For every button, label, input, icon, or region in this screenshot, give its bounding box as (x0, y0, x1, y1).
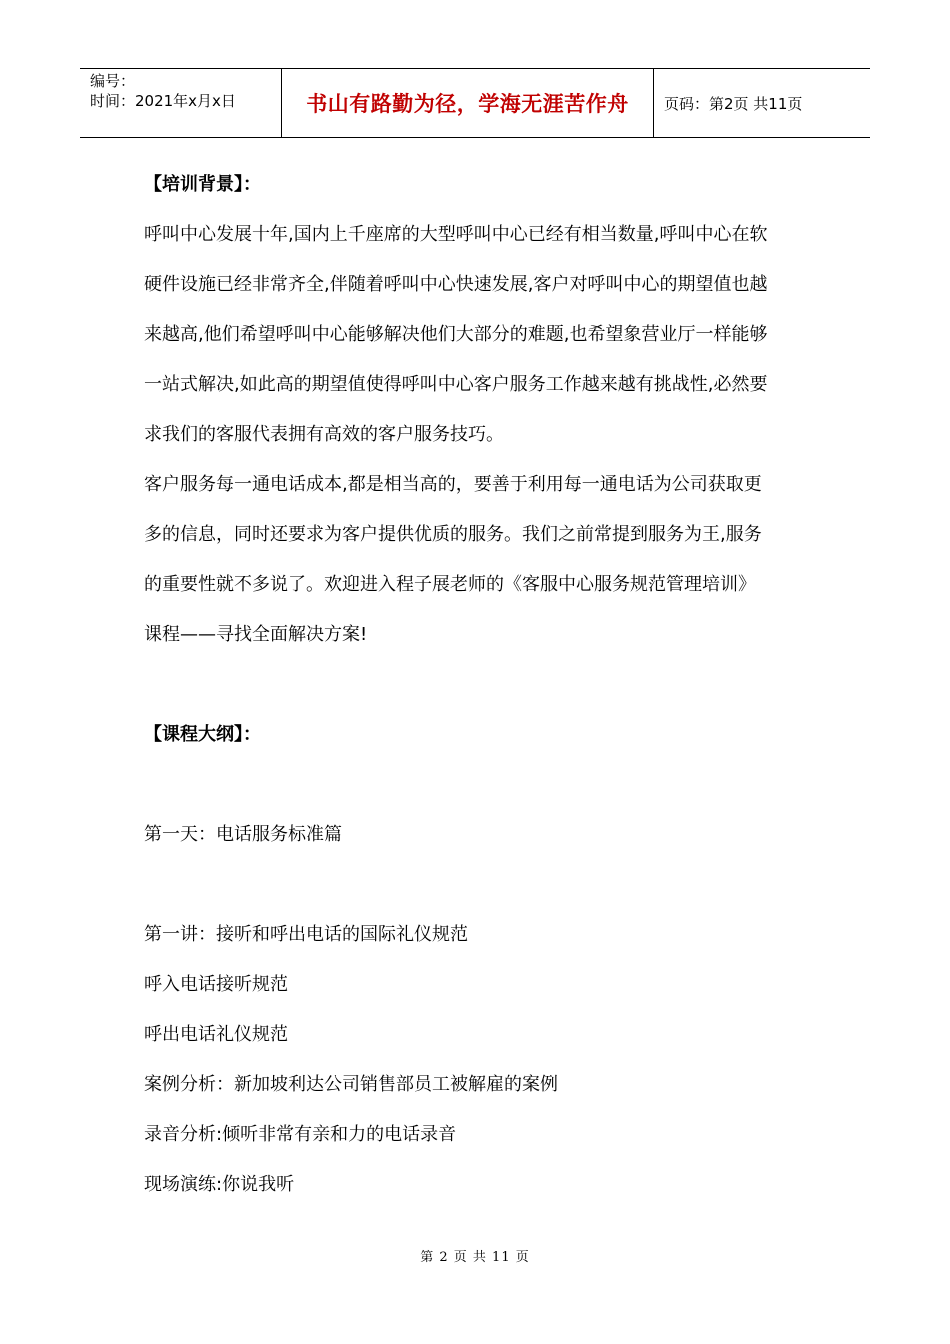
paragraph-line: 硬件设施已经非常齐全,伴随着呼叫中心快速发展,客户对呼叫中心的期望值也越 (144, 274, 768, 295)
paragraph-line: 一站式解决,如此高的期望值使得呼叫中心客户服务工作越来越有挑战性,必然要 (144, 374, 768, 395)
outline-item: 现场演练:你说我听 (144, 1174, 295, 1195)
header-meta (80, 69, 282, 137)
paragraph-line: 来越高,他们希望呼叫中心能够解决他们大部分的难题,也希望象营业厅一样能够 (144, 324, 768, 345)
background-heading: 【培训背景】： (144, 174, 261, 195)
outline-item: 呼出电话礼仪规范 (144, 1024, 288, 1045)
outline-heading: 【课程大纲】： (144, 724, 261, 745)
number-label: 编号： (90, 72, 136, 90)
header-page-info: 页码：第2页 共11页 (664, 94, 803, 113)
paragraph-line: 课程——寻找全面解决方案! (144, 624, 368, 645)
outline-item: 呼入电话接听规范 (144, 974, 288, 995)
paragraph-line: 的重要性就不多说了。欢迎进入程子展老师的《客服中心服务规范管理培训》 (144, 574, 756, 595)
spacer (144, 760, 810, 810)
paragraph-line: 多的信息，同时还要求为客户提供优质的服务。我们之前常提到服务为王,服务 (144, 524, 762, 545)
page-header (80, 68, 870, 138)
outline-item: 案例分析：新加坡利达公司销售部员工被解雇的案例 (144, 1074, 558, 1095)
paragraph-line: 求我们的客服代表拥有高效的客户服务技巧。 (144, 424, 504, 445)
paragraph-line: 客户服务每一通电话成本,都是相当高的，要善于利用每一通电话为公司获取更 (144, 474, 762, 495)
day-heading: 第一天：电话服务标准篇 (144, 824, 342, 845)
document-body (144, 160, 810, 1210)
lecture-heading: 第一讲：接听和呼出电话的国际礼仪规范 (144, 924, 468, 945)
spacer (144, 660, 810, 710)
time-label: 时间：2021年x月x日 (90, 92, 236, 110)
outline-item: 录音分析:倾听非常有亲和力的电话录音 (144, 1124, 457, 1145)
header-motto: 书山有路勤为径，学海无涯苦作舟 (282, 69, 654, 137)
page-footer: 第 2 页 共 11 页 (420, 1250, 530, 1265)
paragraph-line: 呼叫中心发展十年,国内上千座席的大型呼叫中心已经有相当数量,呼叫中心在软 (144, 224, 768, 245)
spacer (144, 860, 810, 910)
